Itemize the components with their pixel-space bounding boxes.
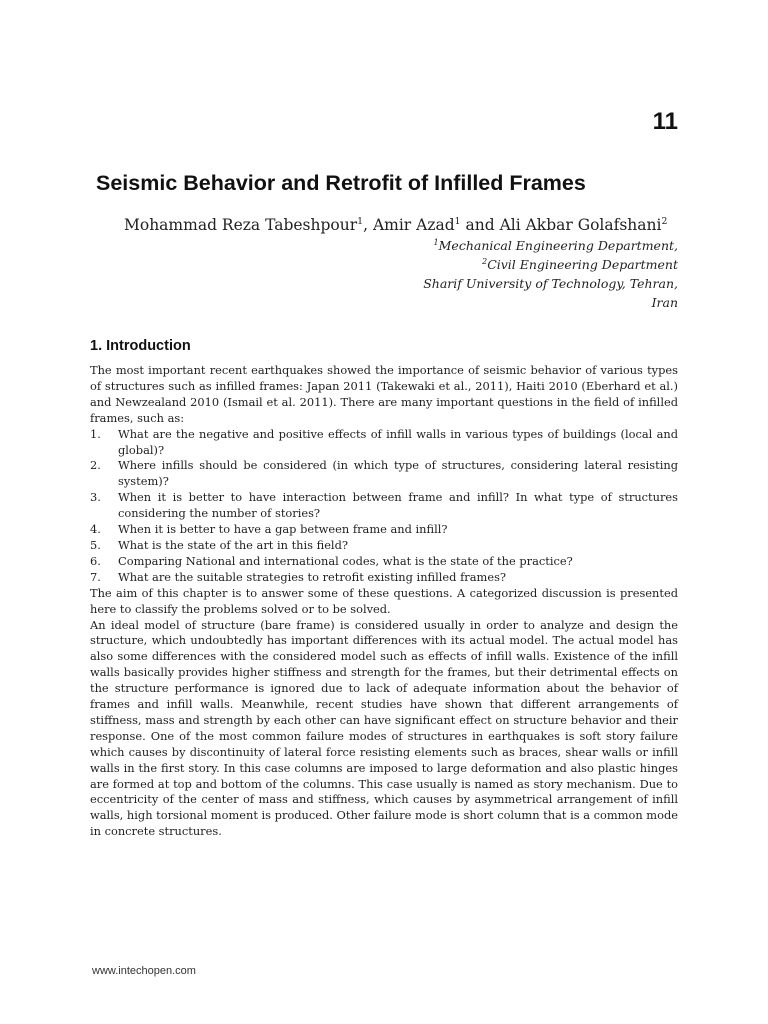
affiliation-line (258, 293, 678, 312)
intro-paragraph: The most important recent earthquakes showed the importance of seismic behavior of various types of structures such as infilled frames: Japan 2011 (Takewaki et al., 2011), Haiti 2010 (Eberhard et al.) and Newzealand 2010 (Ismail et al. 2011). There are many important questions in the field of infilled frames, such as: (90, 363, 678, 425)
list-number: 7. (90, 569, 101, 584)
question-list (90, 427, 678, 586)
author-name: Amir Azad (372, 216, 455, 234)
list-number: 2. (90, 458, 101, 473)
model-paragraph: An ideal model of structure (bare frame) is considered usually in order to analyze and design the structure, which undoubtedly has important differences with its actual model. The actual model has also some differences with the considered model such as effects of infill walls. Existence of the infill walls basically provides higher stiffness and strength for the frames, but their detrimental effects on the structure performance is ignored due to lack of adequate information about the behavior of frames and infill walls. Meanwhile, recent studies have shown that different arrangements of stiffness, mass and strength by each other can have significant effect on structure behavior and their response. One of the most common failure modes of structures in earthquakes is soft story failure which causes by discontinuity of lateral force resisting elements such as braces, shear walls or infill walls in the first story. In this case columns are imposed to large deformation and also plastic hinges are formed at top and bottom of the columns. This case usually is named as story mechanism. Due to eccentricity of the center of mass and stiffness, which causes by asymmetrical arrangement of infill walls, high torsional moment is produced. Other failure mode is short column that is a common mode in concrete structures. (90, 617, 678, 839)
section-heading: 1. Introduction (90, 338, 191, 354)
affiliation-line (258, 236, 678, 255)
affiliation-marker: 1 (357, 215, 364, 227)
author-separator: and (460, 216, 500, 234)
list-number: 3. (90, 490, 101, 505)
list-number: 4. (90, 522, 101, 537)
list-text: Comparing National and international codes, what is the state of the practice? (118, 553, 573, 568)
section-body (90, 363, 678, 840)
list-text: What are the negative and positive effects of infill walls in various types of buildings (local and global)? (118, 426, 678, 457)
affiliation-text: Sharif University of Technology, Tehran, (423, 276, 678, 291)
affiliation-line (258, 255, 678, 274)
affiliation-marker: 1 (433, 236, 439, 247)
footer-url: www.intechopen.com (92, 965, 196, 977)
affiliation-text: Iran (651, 295, 678, 310)
affiliation-marker: 1 (454, 215, 461, 227)
list-item (90, 538, 678, 554)
list-text: What are the suitable strategies to retrofit existing infilled frames? (118, 569, 507, 584)
author-name: Mohammad Reza Tabeshpour (124, 216, 358, 234)
list-text: Where infills should be considered (in which type of structures, considering lateral resisting system)? (118, 458, 678, 489)
list-number: 1. (90, 426, 101, 441)
affiliation-line (258, 274, 678, 293)
list-item (90, 522, 678, 538)
list-item (90, 554, 678, 570)
list-number: 6. (90, 553, 101, 568)
author-list (124, 216, 684, 234)
affiliation-marker: 2 (482, 255, 488, 266)
list-item (90, 458, 678, 490)
chapter-title: Seismic Behavior and Retrofit of Infilled Frames (96, 171, 586, 195)
list-number: 5. (90, 537, 101, 552)
affiliation-marker: 2 (661, 215, 668, 227)
author-separator: , (363, 216, 373, 234)
list-item (90, 427, 678, 459)
chapter-number: 11 (652, 108, 678, 135)
list-text: What is the state of the art in this field? (118, 537, 348, 552)
aim-paragraph: The aim of this chapter is to answer some of these questions. A categorized discussion is presented here to classify the problems solved or to be solved. (90, 585, 678, 616)
list-text: When it is better to have a gap between frame and infill? (118, 522, 448, 537)
list-text: When it is better to have interaction between frame and infill? In what type of structures considering the number of stories? (118, 490, 678, 521)
affiliation-text: Mechanical Engineering Department, (438, 238, 678, 253)
list-item (90, 490, 678, 522)
affiliation-text: Civil Engineering Department (487, 257, 678, 272)
list-item (90, 570, 678, 586)
author-name: Ali Akbar Golafshani (499, 216, 662, 234)
